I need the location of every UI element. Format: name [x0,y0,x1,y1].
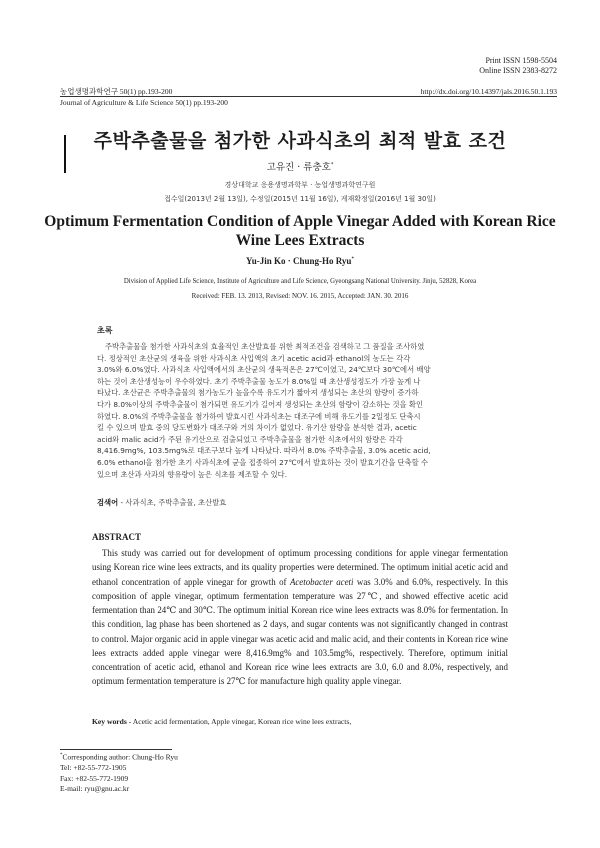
ko-abs-line: 3.0%와 6.0%였다. 사과식초 사입액에서의 초산균의 생육적온은 27℃이였고, 24℃보다 30℃에서 배양 [97,365,431,375]
korean-authors [0,159,600,173]
footnote-mark: * [60,753,63,758]
footnote-email[interactable]: E-mail: ryu@gnu.ac.kr [60,784,130,793]
footnote-corresponding-text: Corresponding author: Chung-Ho Ryu [62,752,178,762]
online-issn: Online ISSN 2383-8272 [479,66,557,75]
english-affiliation: Division of Applied Life Science, Institute of Agriculture and Life Science, Gyeongsang National University. Jinju, 52828, Korea [123,278,477,285]
ko-abs-line: 킬 수 있으며 발효 중의 당도변화가 대조구와 거의 차이가 없었다. 유기산 함량을 분석한 결과, acetic [97,423,417,433]
footnote-fax: Fax: +82-55-772-1909 [60,773,129,783]
ko-abs-line: 타났다. 초산균은 주박추출물의 첨가농도가 높을수록 유도기가 짧아져 생성되는 초산의 함량이 증가하 [97,388,419,398]
print-issn: Print ISSN 1598-5504 [485,56,557,65]
korean-affiliation: 경상대학교 응용생명과학부 · 농업생명과학연구원 [224,181,376,189]
ko-abs-line: 하는 것이 초산생성능이 우수하였다. 초기 주박추출물 농도가 8.0%일 때 초산생성정도가 가장 높게 나 [97,376,421,386]
english-keywords-text: - Acetic acid fermentation, Apple vinegar, Korean rice wine lees extracts, [126,717,352,726]
english-authors-text: Yu-Jin Ko · Chung-Ho Ryu [246,256,352,266]
ko-abs-line: 하였다. 8.0%의 주박추출물을 첨가하여 발효시킨 사과식초는 대조구에 비해 유도기를 2일정도 단축시 [97,411,421,421]
english-dates: Received: FEB. 13. 2013, Revised: NOV. 16. 2015, Accepted: JAN. 30. 2016 [191,292,409,300]
ko-abs-line: 6.0% ethanol을 첨가한 초기 사과식초에 균을 접종하여 27℃에서 발효하는 것이 발효기간을 단축할 수 [97,457,429,467]
journal-ko-header: 농업생명과학연구 50(1) pp.193-200 [60,87,173,96]
korean-keywords [97,498,226,508]
ko-abs-line: 있으며 초산과 사과의 향유량이 높은 식초를 제조할 수 있다. [97,469,288,479]
korean-keywords-label: 검색어 [97,498,119,507]
korean-dates: 접수일(2013년 2월 13일), 수정일(2015년 11월 16일), 게재확정일(2016년 1월 30일) [164,195,436,203]
english-title: Optimum Fermentation Condition of Apple Vinegar Added with Korean Rice Wine Lees Extracts [44,213,556,249]
footnote-tel: Tel: +82-55-772-1905 [60,763,127,772]
ko-abs-line: 주박추출물을 첨가한 사과식초의 효율적인 초산발효를 위한 최적조건을 검색하고 그 품질을 조사하였 [105,342,425,351]
korean-keywords-text: - 사과식초, 주박추출물, 초산발효 [118,498,227,507]
ko-abs-line: 다가 8.0%이상의 주박추출물이 첨가되면 유도기가 길어져 생성되는 초산의 함량이 감소하는 것을 확인 [97,399,424,409]
ko-abs-line: 8,416.9mg%, 103.5mg%로 대조구보다 높게 나타났다. 따라서 8.0% 주박추출물, 3.0% acetic acid, [97,446,431,456]
korean-abstract-heading: 초록 [97,326,113,335]
en-abs-part2: was 3.0% and 6.0%, respectively. In this composition of apple vinegar, optimum fermentation temperature was 27℃, and showed effective acetic acid fermentation than 24℃ and 30℃. The optimum initial Korean rice wine lees extracts was 8.0% for fermentation. In this condition, lag phase has been shortened as 2 days, and sugar contents was not significantly changed in contrast to control. Major organic acid in apple vinegar was acetic acid and malic acid, and their contents in Korean rice wine lees extracts added apple vinegar were 8,416.9mg% and 103.5mg%, respectively. Therefore, optimum initial concentration of acetic acid, ethanol and Korean rice wine lees extracts are 3.0, 6.0 and 8.0%, respectively, and optimum fermentation temperature is 27℃ for manufacture high quality apple vinegar. [92,576,509,687]
ko-abs-line: 다. 정상적인 초산균의 생육을 위한 사과식초 사입액의 초기 acetic acid과 ethanol의 농도는 각각 [97,353,411,363]
corresponding-mark-en: * [351,257,354,262]
ko-abs-line: acid와 malic acid가 주된 유기산으로 검출되었고 주박추출물을 첨가한 식초에서의 함량은 각각 [97,434,403,444]
english-abstract-body [92,546,508,689]
header-divider [60,96,557,97]
english-authors [0,256,600,266]
footnote [60,751,178,795]
en-abs-part1: This study was carried out for development of optimum processing conditions for apple vinegar fermentation using Korean rice wine lees extracts, and its quality properties were determined. The optimum initial acetic acid and ethanol concentration of apple vinegar for growth of [92,548,508,587]
journal-en-header: Journal of Agriculture & Life Science 50(1) pp.193-200 [60,98,228,107]
species-name: Acetobacter aceti [289,576,354,587]
english-keywords [92,717,351,726]
english-abstract-heading: ABSTRACT [92,532,142,542]
footnote-corresponding [60,751,178,763]
korean-authors-text: 고유진 · 류충호 [266,162,331,173]
footnote-divider [60,749,172,750]
corresponding-mark: * [330,161,334,168]
english-keywords-label: Key words [92,717,127,726]
issn-block [479,56,557,76]
korean-title: 주박추출물을 첨가한 사과식초의 최적 발효 조건 [93,130,507,152]
doi-link[interactable]: http://dx.doi.org/10.14397/jals.2016.50.1.193 [420,87,557,96]
korean-abstract-body [97,341,505,480]
